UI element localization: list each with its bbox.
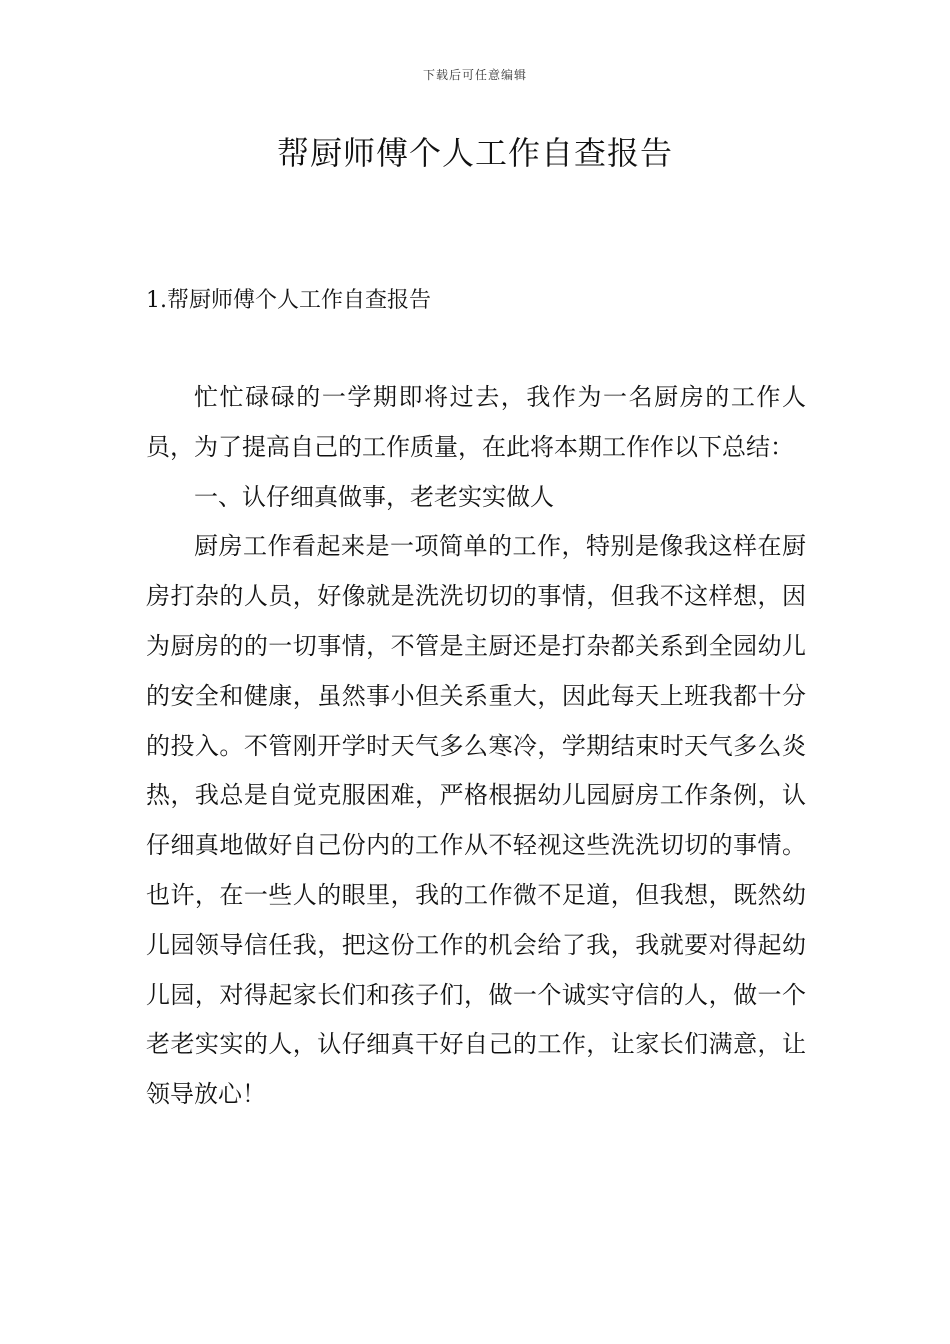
header-note: 下载后可任意编辑 (422, 68, 527, 82)
document-title: 帮厨师傅个人工作自查报告 (276, 134, 673, 172)
paragraph-intro: 忙忙碌碌的一学期即将过去，我作为一名厨房的工作人员，为了提高自己的工作质量，在此将本期工作作以下总结： (146, 383, 806, 461)
paragraph-subheading: 一、认仔细真做事，老老实实做人 (194, 482, 554, 511)
document-body (146, 373, 806, 1120)
paragraph-main: 厨房工作看起来是一项简单的工作，特别是像我这样在厨房打杂的人员，好像就是洗洗切切的事情，但我不这样想，因为厨房的的一切事情，不管是主厨还是打杂都关系到全园幼儿的安全和健康，虽然事小但关系重大，因此每天上班我都十分的投入。不管刚开学时天气多么寒冷，学期结束时天气多么炎热，我总是自觉克服困难，严格根据幼儿园厨房工作条例，认仔细真地做好自己份内的工作从不轻视这些洗洗切切的事情。也许，在一些人的眼里，我的工作微不足道，但我想，既然幼儿园领导信任我，把这份工作的机会给了我，我就要对得起幼儿园，对得起家长们和孩子们，做一个诚实守信的人，做一个老老实实的人，认仔细真干好自己的工作，让家长们满意，让领导放心！ (146, 532, 806, 1109)
section-heading: 1.帮厨师傅个人工作自查报告 (146, 288, 431, 313)
